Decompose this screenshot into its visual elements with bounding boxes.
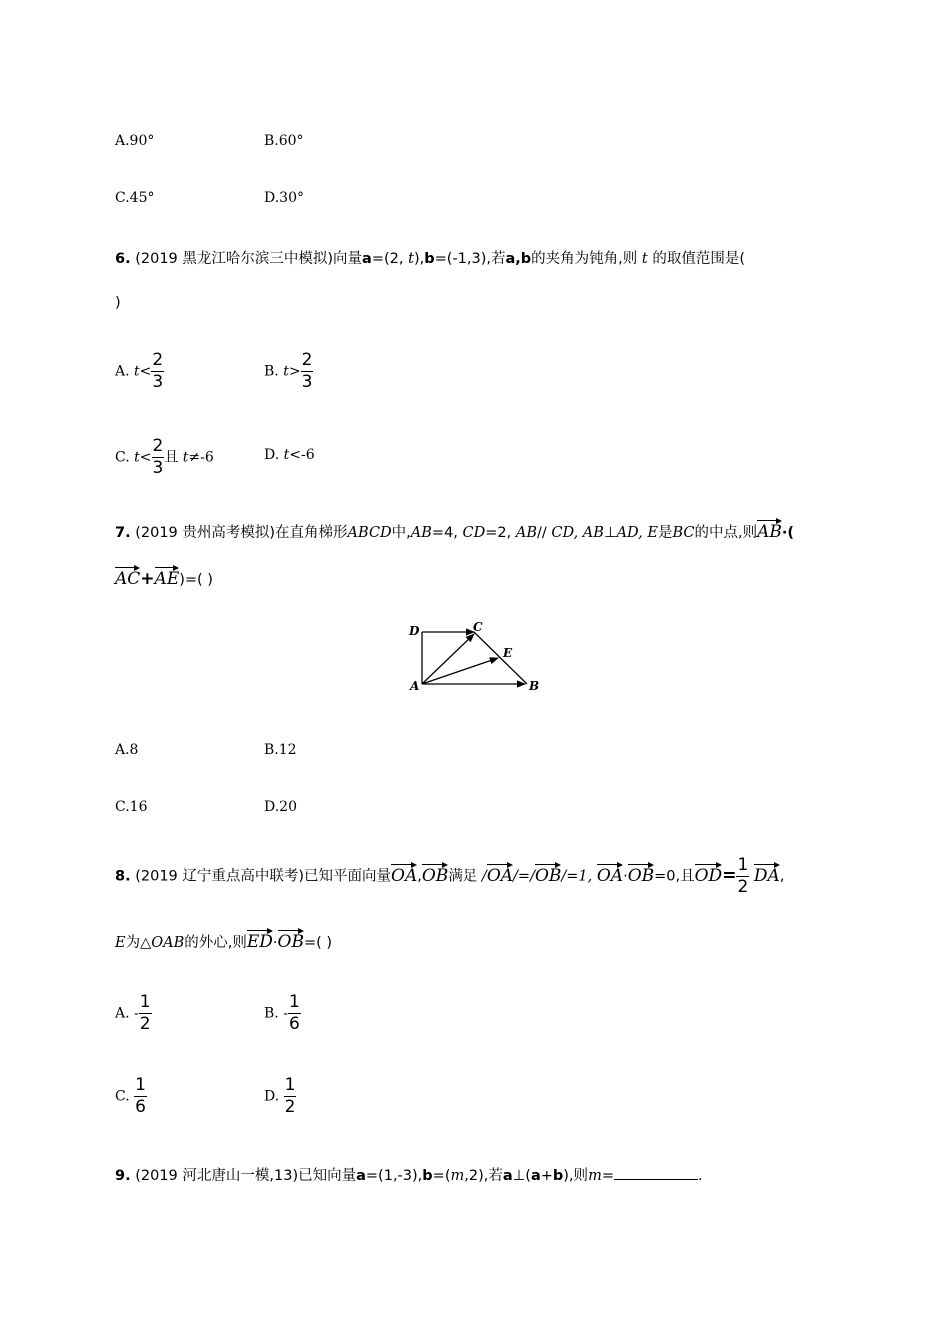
q9-vec-b: b — [552, 1168, 564, 1184]
q7-var: AB — [410, 525, 432, 541]
q7-tail: )=( ) — [179, 572, 213, 588]
q8-tail: =( ) — [303, 935, 333, 951]
q8-text: / — [481, 868, 487, 885]
q9-vec-a: a — [502, 1168, 513, 1184]
ne-text: ≠-6 — [188, 449, 214, 466]
q6-text: =(-1,3),若 — [434, 251, 506, 267]
fraction: $\frac{1}{6}$ — [288, 992, 300, 1034]
vector-ob: OB — [628, 860, 654, 886]
q8-text: /=/ — [513, 868, 535, 885]
q8-text: 的外心,则 — [184, 935, 247, 951]
vector-ac: AC — [115, 563, 140, 589]
vector-ed: ED — [247, 926, 273, 952]
q7-text: 中, — [391, 525, 411, 541]
q9-text: ⊥( — [512, 1168, 531, 1184]
q8-text: /=1, — [561, 868, 593, 885]
q7-text: =2, — [485, 525, 512, 541]
q9-vec-a: a — [530, 1168, 541, 1184]
q7-var: AB — [582, 525, 604, 541]
q5-option-c: C.45° — [115, 190, 155, 206]
q7-var: AD, — [616, 525, 643, 541]
q9-vec-a: a — [356, 1168, 366, 1184]
q8-var: E — [115, 935, 126, 951]
q7-option-b: B.12 — [264, 742, 297, 758]
var-t: t — [283, 447, 290, 463]
q6-option-a — [115, 352, 164, 391]
vector-ae-line — [422, 658, 498, 684]
q9-text: =( — [432, 1168, 451, 1184]
vector-ae: AE — [155, 563, 180, 589]
vector-ob: OB — [535, 860, 561, 886]
q7-option-c: C.16 — [115, 799, 148, 815]
sign: - — [283, 1005, 288, 1022]
fraction: $\frac{2}{3}$ — [152, 350, 164, 392]
q5-option-d: D.30° — [264, 190, 304, 206]
q7-number: 7. — [115, 525, 131, 541]
fraction: $\frac{1}{6}$ — [135, 1075, 146, 1117]
q7-option-d: D.20 — [264, 799, 297, 815]
q6-vec-a: a — [362, 251, 372, 267]
vector-ob: OB — [422, 860, 448, 886]
option-label: B. — [264, 363, 279, 380]
op: > — [288, 363, 301, 380]
vector-da: DA — [754, 860, 780, 886]
q7-var: CD — [462, 525, 486, 541]
q8-var: OAB — [151, 935, 185, 951]
answer-blank[interactable] — [614, 1165, 698, 1180]
q6-option-d — [264, 447, 315, 463]
vector-od: OD — [695, 860, 723, 886]
q8-stem-line2 — [115, 926, 332, 952]
q8-option-b — [264, 994, 301, 1033]
q9-var-m: m — [450, 1168, 465, 1184]
q6-stem — [115, 247, 745, 268]
vector-ob: OB — [278, 926, 304, 952]
q7-var: BC — [672, 525, 695, 541]
q9-number: 9. — [115, 1168, 131, 1184]
q9-text: = — [601, 1168, 614, 1184]
q7-text: 的中点,则 — [694, 525, 758, 541]
q8-option-a — [115, 994, 152, 1033]
q7-var: E — [647, 525, 658, 541]
vector-oa: OA — [487, 860, 513, 886]
q9-text: ,2),若 — [464, 1168, 503, 1184]
q7-option-a: A.8 — [115, 742, 139, 758]
option-label: B. — [264, 1005, 279, 1022]
q9-vec-b: b — [422, 1168, 433, 1184]
fraction: $\frac{1}{2}$ — [737, 855, 749, 897]
q8-number: 8. — [115, 868, 131, 885]
q9-stem — [115, 1164, 703, 1185]
q6-text: =(2, — [371, 251, 404, 267]
q7-var: ABCD — [347, 525, 392, 541]
q9-text: + — [540, 1168, 553, 1184]
q8-text: , — [417, 868, 422, 885]
vector-ac-line — [422, 634, 474, 684]
vector-oa: OA — [597, 860, 623, 886]
label-e: E — [503, 646, 513, 660]
vector-oa: OA — [391, 860, 417, 886]
q6-text: ), — [413, 251, 425, 267]
fraction: $\frac{1}{2}$ — [139, 992, 151, 1034]
option-label: C. — [115, 1088, 130, 1105]
q8-text: = — [722, 865, 737, 886]
q8-text: 为△ — [125, 935, 152, 951]
q8-text: , — [779, 868, 785, 885]
label-b: B — [529, 679, 540, 693]
op: < — [139, 363, 152, 380]
vector-ab: AB — [757, 516, 782, 542]
q6-var-t: t — [641, 251, 648, 267]
q9-text: ),则 — [563, 1168, 589, 1184]
q6-number: 6. — [115, 251, 131, 267]
q7-stem — [115, 516, 794, 542]
q8-option-c — [115, 1077, 147, 1116]
q7-source: (2019 贵州高考模拟)在直角梯形 — [135, 525, 348, 541]
q6-var-t: t — [408, 251, 414, 267]
q5-option-a: A.90° — [115, 133, 155, 149]
q8-source: (2019 辽宁重点高中联考)已知平面向量 — [135, 868, 392, 885]
q7-var: AB — [515, 525, 537, 541]
q9-text: . — [697, 1168, 703, 1184]
label-c: C — [473, 620, 483, 634]
q8-text: 满足 — [448, 868, 478, 885]
option-label: C. — [115, 449, 130, 466]
q9-var-m: m — [588, 1168, 602, 1184]
q7-text: 是 — [657, 525, 673, 541]
var-t: t — [134, 449, 140, 466]
sign: - — [134, 1005, 139, 1022]
q6-vec-b: b — [424, 251, 435, 267]
q8-text: · — [623, 868, 628, 885]
fraction: $\frac{1}{2}$ — [284, 1075, 296, 1117]
q7-text: ⊥ — [603, 525, 617, 541]
q6-text: 的取值范围是( — [652, 251, 745, 267]
q9-text: =(1,-3), — [365, 1168, 423, 1184]
q6-option-c — [115, 438, 214, 477]
trapezoid-figure — [405, 615, 555, 697]
q7-text: =4, — [431, 525, 458, 541]
var-t: t — [182, 449, 189, 466]
q6-source: (2019 黑龙江哈尔滨三中模拟)向量 — [135, 251, 363, 267]
fraction: $\frac{2}{3}$ — [152, 436, 164, 478]
op: < — [139, 449, 152, 466]
q8-text: =0,且 — [654, 868, 695, 885]
q6-vecs-ab: a,b — [505, 251, 532, 267]
q8-option-d — [264, 1077, 296, 1116]
label-a: A — [410, 679, 420, 693]
option-label: D. — [264, 447, 280, 463]
option-label: A. — [115, 363, 130, 380]
q8-text: · — [272, 935, 278, 951]
plus-sign: + — [140, 569, 155, 589]
q7-text: ·( — [781, 525, 795, 541]
label-d: D — [409, 624, 420, 638]
q6-close-paren: ) — [115, 295, 121, 311]
q7-var: CD, — [551, 525, 579, 541]
q8-stem — [115, 857, 784, 896]
q6-text: 的夹角为钝角,则 — [531, 251, 638, 267]
side-cb — [474, 632, 527, 684]
option-label: A. — [115, 1005, 130, 1022]
option-text: <-6 — [289, 447, 315, 463]
option-label: D. — [264, 1088, 280, 1105]
q5-option-b: B.60° — [264, 133, 304, 149]
q7-stem-line2 — [115, 563, 213, 589]
q6-option-b — [264, 352, 313, 391]
fraction: $\frac{2}{3}$ — [301, 350, 313, 392]
var-t: t — [283, 363, 289, 380]
q7-text: // — [536, 525, 547, 541]
q9-source: (2019 河北唐山一模,13)已知向量 — [135, 1168, 357, 1184]
and-text: 且 — [164, 449, 179, 466]
var-t: t — [134, 363, 140, 380]
